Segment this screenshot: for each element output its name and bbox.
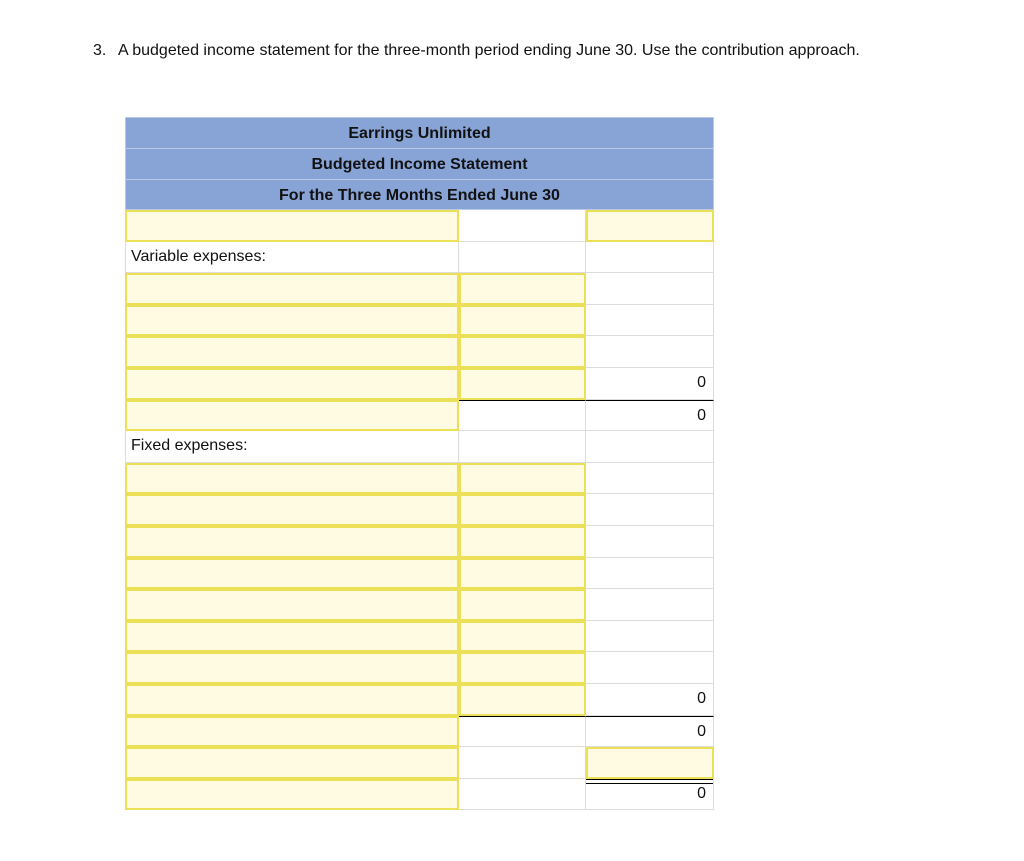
total-cell [586, 463, 714, 495]
statement-row [125, 431, 714, 463]
total-cell [586, 336, 714, 368]
statement-row [125, 305, 714, 337]
amount-cell [459, 747, 586, 779]
line-item-label-input[interactable] [125, 589, 459, 621]
question [93, 41, 943, 61]
total-cell [586, 494, 714, 526]
amount-input[interactable] [459, 305, 586, 337]
statement-row [125, 494, 714, 526]
total-cell [586, 652, 714, 684]
section-label: Variable expenses: [125, 242, 459, 274]
line-item-label-input[interactable] [125, 210, 459, 242]
statement-title: Budgeted Income Statement [125, 148, 714, 179]
statement-row [125, 558, 714, 590]
amount-input[interactable] [459, 463, 586, 495]
statement-row [125, 652, 714, 684]
amount-cell [459, 400, 586, 432]
total-cell [586, 273, 714, 305]
statement-row [125, 400, 714, 432]
amount-input[interactable] [459, 368, 586, 400]
question-text: A budgeted income statement for the three-month period ending June 30. Use the contribution approach. [118, 42, 860, 59]
total-cell: 0 [586, 716, 714, 748]
amount-cell [459, 716, 586, 748]
amount-input[interactable] [459, 494, 586, 526]
total-cell: 0 [586, 368, 714, 400]
total-cell: 0 [586, 684, 714, 716]
amount-cell [459, 431, 586, 463]
statement-row [125, 779, 714, 811]
amount-input[interactable] [459, 558, 586, 590]
statement-row [125, 273, 714, 305]
statement-rows [125, 210, 714, 810]
line-item-label-input[interactable] [125, 368, 459, 400]
statement-period: For the Three Months Ended June 30 [125, 179, 714, 210]
line-item-label-input[interactable] [125, 558, 459, 590]
statement-row [125, 716, 714, 748]
amount-input[interactable] [459, 336, 586, 368]
total-cell: 0 [586, 400, 714, 432]
statement-row [125, 336, 714, 368]
total-cell [586, 589, 714, 621]
company-name: Earrings Unlimited [125, 117, 714, 148]
line-item-label-input[interactable] [125, 716, 459, 748]
statement-row [125, 210, 714, 242]
total-cell [586, 526, 714, 558]
amount-cell [459, 210, 586, 242]
total-cell [586, 242, 714, 274]
total-cell [586, 621, 714, 653]
total-cell [586, 431, 714, 463]
income-statement-worksheet [125, 117, 714, 810]
amount-cell [459, 779, 586, 811]
line-item-label-input[interactable] [125, 494, 459, 526]
amount-input[interactable] [459, 684, 586, 716]
total-cell [586, 305, 714, 337]
line-item-label-input[interactable] [125, 621, 459, 653]
line-item-label-input[interactable] [125, 747, 459, 779]
question-number: 3. [93, 42, 107, 59]
total-cell [586, 558, 714, 590]
total-cell: 0 [586, 779, 714, 811]
line-item-label-input[interactable] [125, 400, 459, 432]
line-item-label-input[interactable] [125, 336, 459, 368]
amount-input[interactable] [459, 621, 586, 653]
total-input[interactable] [586, 747, 714, 779]
amount-input[interactable] [459, 652, 586, 684]
line-item-label-input[interactable] [125, 463, 459, 495]
statement-row [125, 242, 714, 274]
amount-input[interactable] [459, 589, 586, 621]
line-item-label-input[interactable] [125, 305, 459, 337]
statement-row [125, 621, 714, 653]
amount-input[interactable] [459, 526, 586, 558]
line-item-label-input[interactable] [125, 779, 459, 811]
statement-row [125, 368, 714, 400]
statement-row [125, 684, 714, 716]
statement-row [125, 463, 714, 495]
amount-input[interactable] [459, 273, 586, 305]
section-label: Fixed expenses: [125, 431, 459, 463]
statement-row [125, 526, 714, 558]
amount-cell [459, 242, 586, 274]
statement-row [125, 747, 714, 779]
statement-row [125, 589, 714, 621]
line-item-label-input[interactable] [125, 273, 459, 305]
line-item-label-input[interactable] [125, 652, 459, 684]
total-input[interactable] [586, 210, 714, 242]
line-item-label-input[interactable] [125, 526, 459, 558]
line-item-label-input[interactable] [125, 684, 459, 716]
